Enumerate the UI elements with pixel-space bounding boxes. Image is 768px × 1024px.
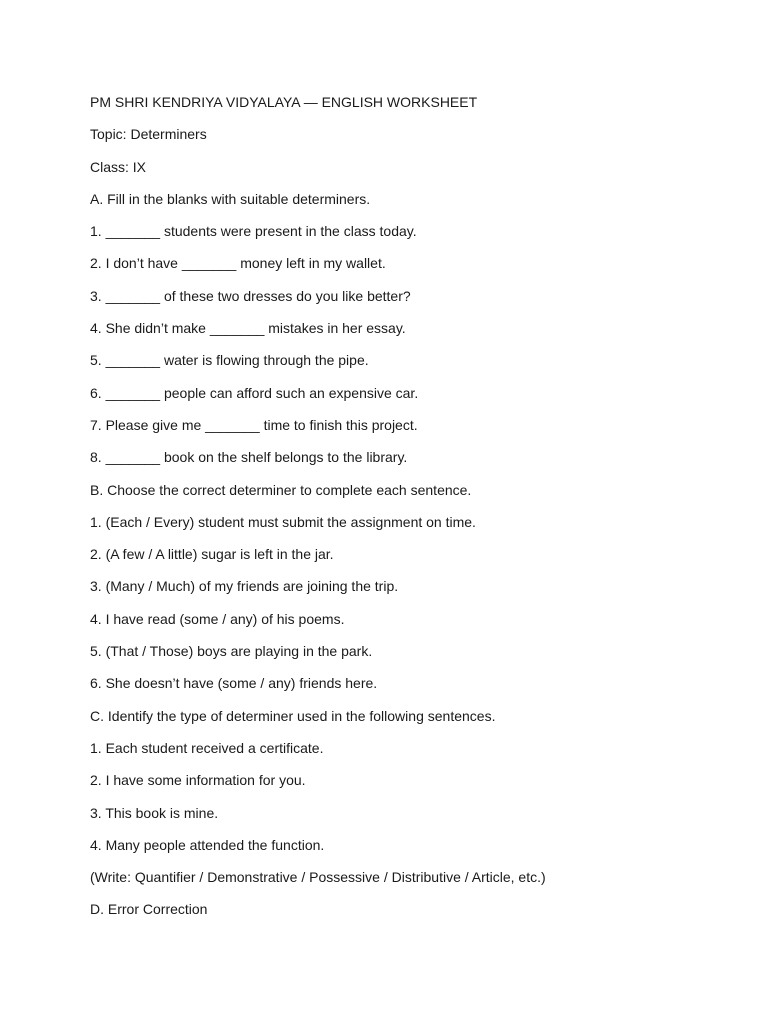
section-c-item-4: 4. Many people attended the function. <box>90 836 325 853</box>
section-a-item-2: 2. I don’t have _______ money left in my wallet. <box>90 255 386 272</box>
section-a-item-4: 4. She didn’t make _______ mistakes in her essay. <box>90 320 406 337</box>
section-a-item-1: 1. _______ students were present in the class today. <box>90 223 417 240</box>
worksheet-header: PM SHRI KENDRIYA VIDYALAYA — ENGLISH WORKSHEET <box>90 94 478 110</box>
section-c-note: (Write: Quantifier / Demonstrative / Possessive / Distributive / Article, etc.) <box>90 869 546 886</box>
section-b-item-4: 4. I have read (some / any) of his poems. <box>90 610 345 627</box>
section-a-item-5: 5. _______ water is flowing through the pipe. <box>90 352 369 369</box>
section-b-item-5: 5. (That / Those) boys are playing in the park. <box>90 643 373 660</box>
section-a-item-3: 3. _______ of these two dresses do you like better? <box>90 287 411 304</box>
section-b-item-3: 3. (Many / Much) of my friends are joining the trip. <box>90 578 399 595</box>
section-a-heading: A. Fill in the blanks with suitable determiners. <box>90 190 371 207</box>
section-c-item-1: 1. Each student received a certificate. <box>90 739 324 756</box>
section-d-heading: D. Error Correction <box>90 901 208 918</box>
section-b-item-6: 6. She doesn’t have (some / any) friends here. <box>90 675 378 692</box>
topic-line: Topic: Determiners <box>90 126 207 143</box>
section-c-item-2: 2. I have some information for you. <box>90 772 306 789</box>
section-a-item-6: 6. _______ people can afford such an expensive car. <box>90 384 419 401</box>
class-line: Class: IX <box>90 158 147 175</box>
section-b-heading: B. Choose the correct determiner to complete each sentence. <box>90 481 472 498</box>
section-b-item-1: 1. (Each / Every) student must submit the assignment on time. <box>90 513 476 530</box>
section-a-item-7: 7. Please give me _______ time to finish this project. <box>90 416 418 433</box>
section-a-item-8: 8. _______ book on the shelf belongs to the library. <box>90 449 408 466</box>
section-c-heading: C. Identify the type of determiner used in the following sentences. <box>90 707 496 724</box>
worksheet-page <box>90 93 730 933</box>
section-b-item-2: 2. (A few / A little) sugar is left in the jar. <box>90 546 334 563</box>
section-c-item-3: 3. This book is mine. <box>90 804 219 821</box>
